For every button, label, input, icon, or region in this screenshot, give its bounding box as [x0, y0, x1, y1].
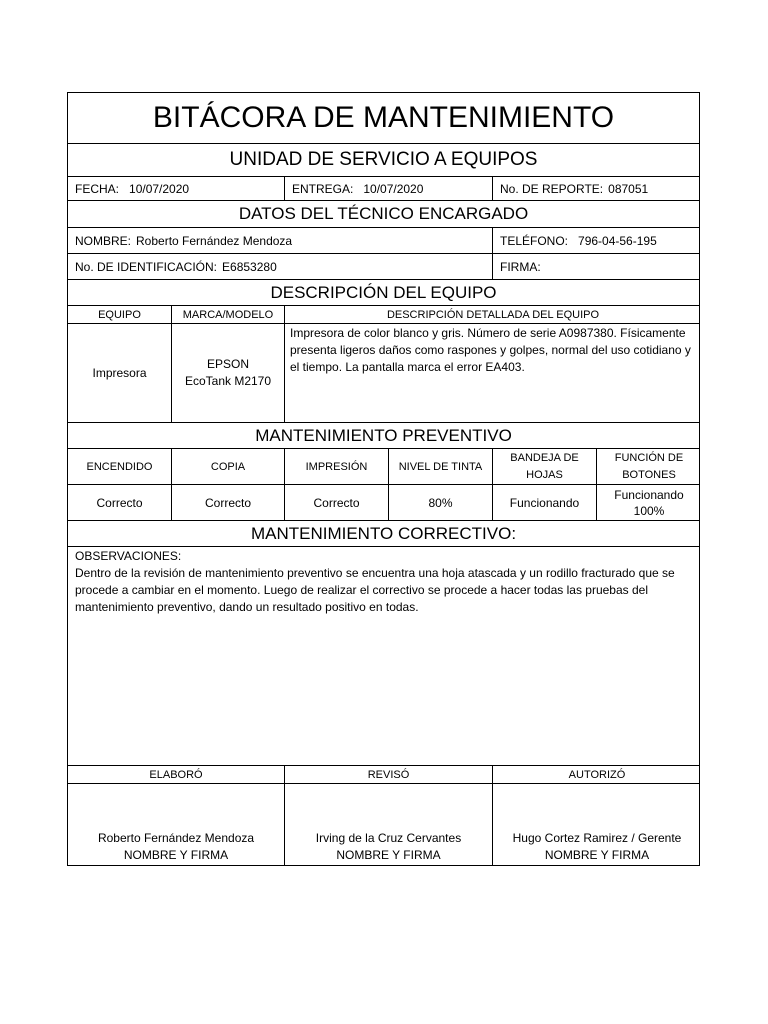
marca-modelo-cell — [172, 324, 285, 422]
equipo-header-row — [68, 306, 699, 324]
fecha-value: 10/07/2020 — [129, 181, 190, 196]
nombre-cell — [68, 228, 493, 253]
firma-elaboro-name: Roberto Fernández Mendoza — [97, 831, 255, 845]
firma-label: FIRMA: — [500, 259, 541, 274]
firma-elaboro-caption: NOMBRE Y FIRMA — [123, 848, 229, 862]
equipo-value: Impresora — [68, 324, 172, 422]
firma-elaboro — [68, 784, 285, 866]
telefono-label: TELÉFONO: — [500, 233, 569, 248]
identificacion-value: E6853280 — [222, 259, 277, 274]
tecnico-section-title: DATOS DEL TÉCNICO ENCARGADO — [238, 204, 529, 223]
preventivo-header-impresion: IMPRESIÓN — [285, 449, 389, 484]
preventivo-header-tinta: NIVEL DE TINTA — [389, 449, 493, 484]
preventivo-value-copia: Correcto — [172, 485, 285, 520]
preventivo-section-title: MANTENIMIENTO PREVENTIVO — [255, 425, 512, 445]
fecha-cell — [68, 177, 285, 200]
title-row — [68, 93, 699, 144]
telefono-cell — [493, 228, 701, 253]
observaciones-row — [68, 547, 699, 766]
page-subtitle: UNIDAD DE SERVICIO A EQUIPOS — [229, 149, 538, 170]
firma-header-reviso: REVISÓ — [285, 766, 493, 783]
subtitle-row — [68, 144, 699, 177]
identificacion-label: No. DE IDENTIFICACIÓN: — [75, 259, 218, 274]
preventivo-header-copia: COPIA — [172, 449, 285, 484]
correctivo-section-row — [68, 521, 699, 547]
firma-cell — [493, 254, 701, 279]
reporte-value: 087051 — [608, 181, 649, 196]
header-info-row — [68, 177, 699, 201]
firmas-row — [68, 784, 699, 866]
observaciones-text: Dentro de la revisión de mantenimiento preventivo se encuentra una hoja atascada y un rodillo fracturado que se procede a cambiar en el momento. Luego de realizar el correctivo se procede a hacer todas las pruebas del mantenimiento preventivo, dando un resultado positivo en todas. — [75, 566, 675, 614]
reporte-label: No. DE REPORTE: — [500, 181, 604, 196]
observaciones-label: OBSERVACIONES: — [75, 549, 182, 563]
entrega-cell — [285, 177, 493, 200]
firma-autorizo-name: Hugo Cortez Ramirez / Gerente — [512, 831, 682, 845]
nombre-label: NOMBRE: — [75, 233, 132, 248]
firma-autorizo — [493, 784, 701, 866]
telefono-value: 796-04-56-195 — [578, 233, 657, 248]
preventivo-section-row — [68, 423, 699, 449]
modelo-value: EcoTank M2170 — [184, 374, 272, 388]
tecnico-nombre-row — [68, 228, 699, 254]
firma-autorizo-caption: NOMBRE Y FIRMA — [544, 848, 650, 862]
entrega-label: ENTREGA: — [292, 181, 354, 196]
preventivo-header-encendido: ENCENDIDO — [68, 449, 172, 484]
firma-header-autorizo: AUTORIZÓ — [568, 768, 626, 781]
observaciones-cell — [68, 547, 699, 765]
equipo-section-title: DESCRIPCIÓN DEL EQUIPO — [270, 282, 497, 302]
reporte-cell — [493, 177, 701, 200]
firmas-header-row — [68, 766, 699, 784]
maintenance-log-form — [67, 92, 700, 866]
firma-reviso — [285, 784, 493, 866]
firma-reviso-name: Irving de la Cruz Cervantes — [315, 831, 462, 845]
preventivo-value-encendido: Correcto — [68, 485, 172, 520]
firma-reviso-caption: NOMBRE Y FIRMA — [336, 848, 441, 862]
descripcion-detallada: Impresora de color blanco y gris. Número de serie A0987380. Físicamente presenta ligeros daños como raspones y golpes, normal del uso cotidiano y el tiempo. La pantalla marca el error EA403. — [290, 326, 691, 374]
preventivo-values-row — [68, 485, 699, 521]
preventivo-value-bandeja: Funcionando — [493, 485, 597, 520]
correctivo-section-title: MANTENIMIENTO CORRECTIVO: — [250, 523, 517, 543]
preventivo-header-bandeja: BANDEJA DE HOJAS — [493, 449, 597, 484]
tecnico-section-row — [68, 201, 699, 228]
fecha-label: FECHA: — [75, 181, 120, 196]
col-descripcion-header: DESCRIPCIÓN DETALLADA DEL EQUIPO — [386, 308, 600, 321]
identificacion-cell — [68, 254, 493, 279]
preventivo-value-impresion: Correcto — [285, 485, 389, 520]
col-marca-header: MARCA/MODELO — [172, 306, 285, 323]
nombre-value: Roberto Fernández Mendoza — [136, 233, 293, 248]
firma-header-elaboro: ELABORÓ — [68, 766, 285, 783]
preventivo-value-botones: Funcionando 100% — [614, 487, 684, 518]
equipo-data-row — [68, 324, 699, 423]
col-equipo-header: EQUIPO — [68, 306, 172, 323]
page-title: BITÁCORA DE MANTENIMIENTO — [152, 101, 615, 134]
entrega-value: 10/07/2020 — [363, 181, 424, 196]
equipo-section-row — [68, 280, 699, 306]
preventivo-header-botones: FUNCIÓN DE BOTONES — [614, 451, 684, 481]
tecnico-id-row — [68, 254, 699, 280]
marca-value: EPSON — [206, 357, 249, 371]
preventivo-value-tinta: 80% — [389, 485, 493, 520]
preventivo-header-row — [68, 449, 699, 485]
